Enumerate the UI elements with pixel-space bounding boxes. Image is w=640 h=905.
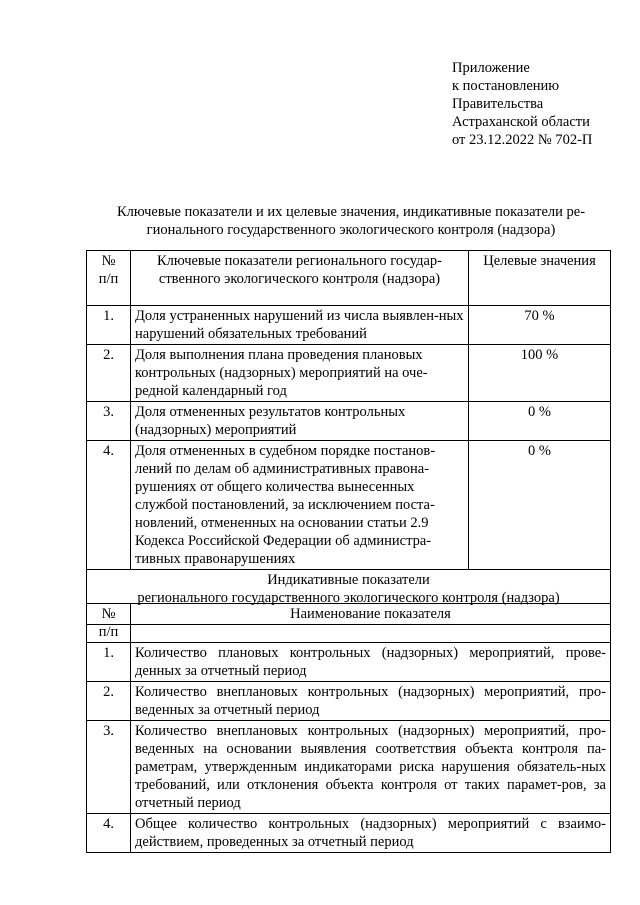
header-num-cell bbox=[87, 604, 131, 643]
header-target-cell: Целевые значения bbox=[469, 251, 611, 306]
section-title-line: Индикативные показатели bbox=[267, 572, 430, 588]
header-num-line: п/п bbox=[98, 271, 119, 287]
row-text: Количество внеплановых контрольных (надзорных) мероприятий, про-веденных за отчетный период bbox=[131, 682, 611, 721]
row-text: Доля устраненных нарушений из числа выявлен-ных нарушений обязательных требований bbox=[131, 306, 469, 345]
appendix-line: к постановлению bbox=[452, 78, 560, 94]
table-row bbox=[87, 441, 611, 570]
table-header-row bbox=[87, 604, 611, 643]
row-num: 3. bbox=[87, 721, 131, 814]
header-indicator-line: ственного экологического контроля (надзора) bbox=[158, 271, 441, 287]
row-text: Общее количество контрольных (надзорных) мероприятий с взаимо-действием, проведенных за отчетный период bbox=[131, 814, 611, 853]
row-value: 70 % bbox=[469, 306, 611, 345]
row-text: Доля отмененных в судебном порядке постанов-лений по делам об административных правона-рушениях от общего количества вынесенных службой постановлений, за исключением поста-новлений, отмененных на основании статьи 2.9 Кодекса Российской Федерации об администра-тивных правонарушениях bbox=[131, 441, 469, 570]
row-text: Доля выполнения плана проведения плановых контрольных (надзорных) мероприятий на оче-редной календарный год bbox=[131, 345, 469, 402]
appendix-line: от 23.12.2022 № 702-П bbox=[452, 132, 593, 148]
appendix-line: Правительства bbox=[452, 96, 544, 112]
appendix-block bbox=[452, 59, 592, 149]
header-num-line: п/п bbox=[98, 624, 119, 640]
table-row bbox=[87, 814, 611, 853]
appendix-line: Астраханской области bbox=[452, 114, 590, 130]
header-indicator-line: Ключевые показатели регионального государ- bbox=[157, 253, 442, 269]
row-num: 1. bbox=[87, 643, 131, 682]
table-row bbox=[87, 306, 611, 345]
row-num: 4. bbox=[87, 441, 131, 570]
row-value: 0 % bbox=[469, 441, 611, 570]
row-text: Количество плановых контрольных (надзорных) мероприятий, прове-денных за отчетный период bbox=[131, 643, 611, 682]
indicative-indicators-table bbox=[86, 603, 611, 853]
table-row bbox=[87, 721, 611, 814]
row-num: 2. bbox=[87, 345, 131, 402]
header-num-line: № bbox=[101, 253, 116, 269]
row-num: 4. bbox=[87, 814, 131, 853]
row-num: 2. bbox=[87, 682, 131, 721]
row-num: 1. bbox=[87, 306, 131, 345]
header-num-cell bbox=[87, 251, 131, 306]
table-row bbox=[87, 345, 611, 402]
header-num-line: № bbox=[101, 606, 116, 622]
table-row bbox=[87, 682, 611, 721]
document-title-line: Ключевые показатели и их целевые значения, индикативные показатели ре- bbox=[116, 204, 586, 220]
key-indicators-table bbox=[86, 250, 611, 625]
row-text: Количество внеплановых контрольных (надзорных) мероприятий, про-веденных на основании выявления соответствия объекта контроля па-раметрам, утвержденным индикаторами риска нарушения обязатель-ных требований, или отклонения объекта контроля от таких парамет-ров, за отчетный период bbox=[131, 721, 611, 814]
header-indicator-cell bbox=[131, 251, 469, 306]
row-num: 3. bbox=[87, 402, 131, 441]
table-row bbox=[87, 402, 611, 441]
appendix-line: Приложение bbox=[452, 60, 530, 76]
table-row bbox=[87, 643, 611, 682]
document-title-line: гионального государственного экологического контроля (надзора) bbox=[146, 222, 556, 238]
row-value: 0 % bbox=[469, 402, 611, 441]
header-name-cell: Наименование показателя bbox=[131, 604, 611, 643]
table-header-row bbox=[87, 251, 611, 306]
row-value: 100 % bbox=[469, 345, 611, 402]
row-text: Доля отмененных результатов контрольных (надзорных) мероприятий bbox=[131, 402, 469, 441]
section-title-line: регионального государственного экологического контроля (надзора) bbox=[137, 590, 560, 606]
document-title bbox=[96, 203, 606, 239]
